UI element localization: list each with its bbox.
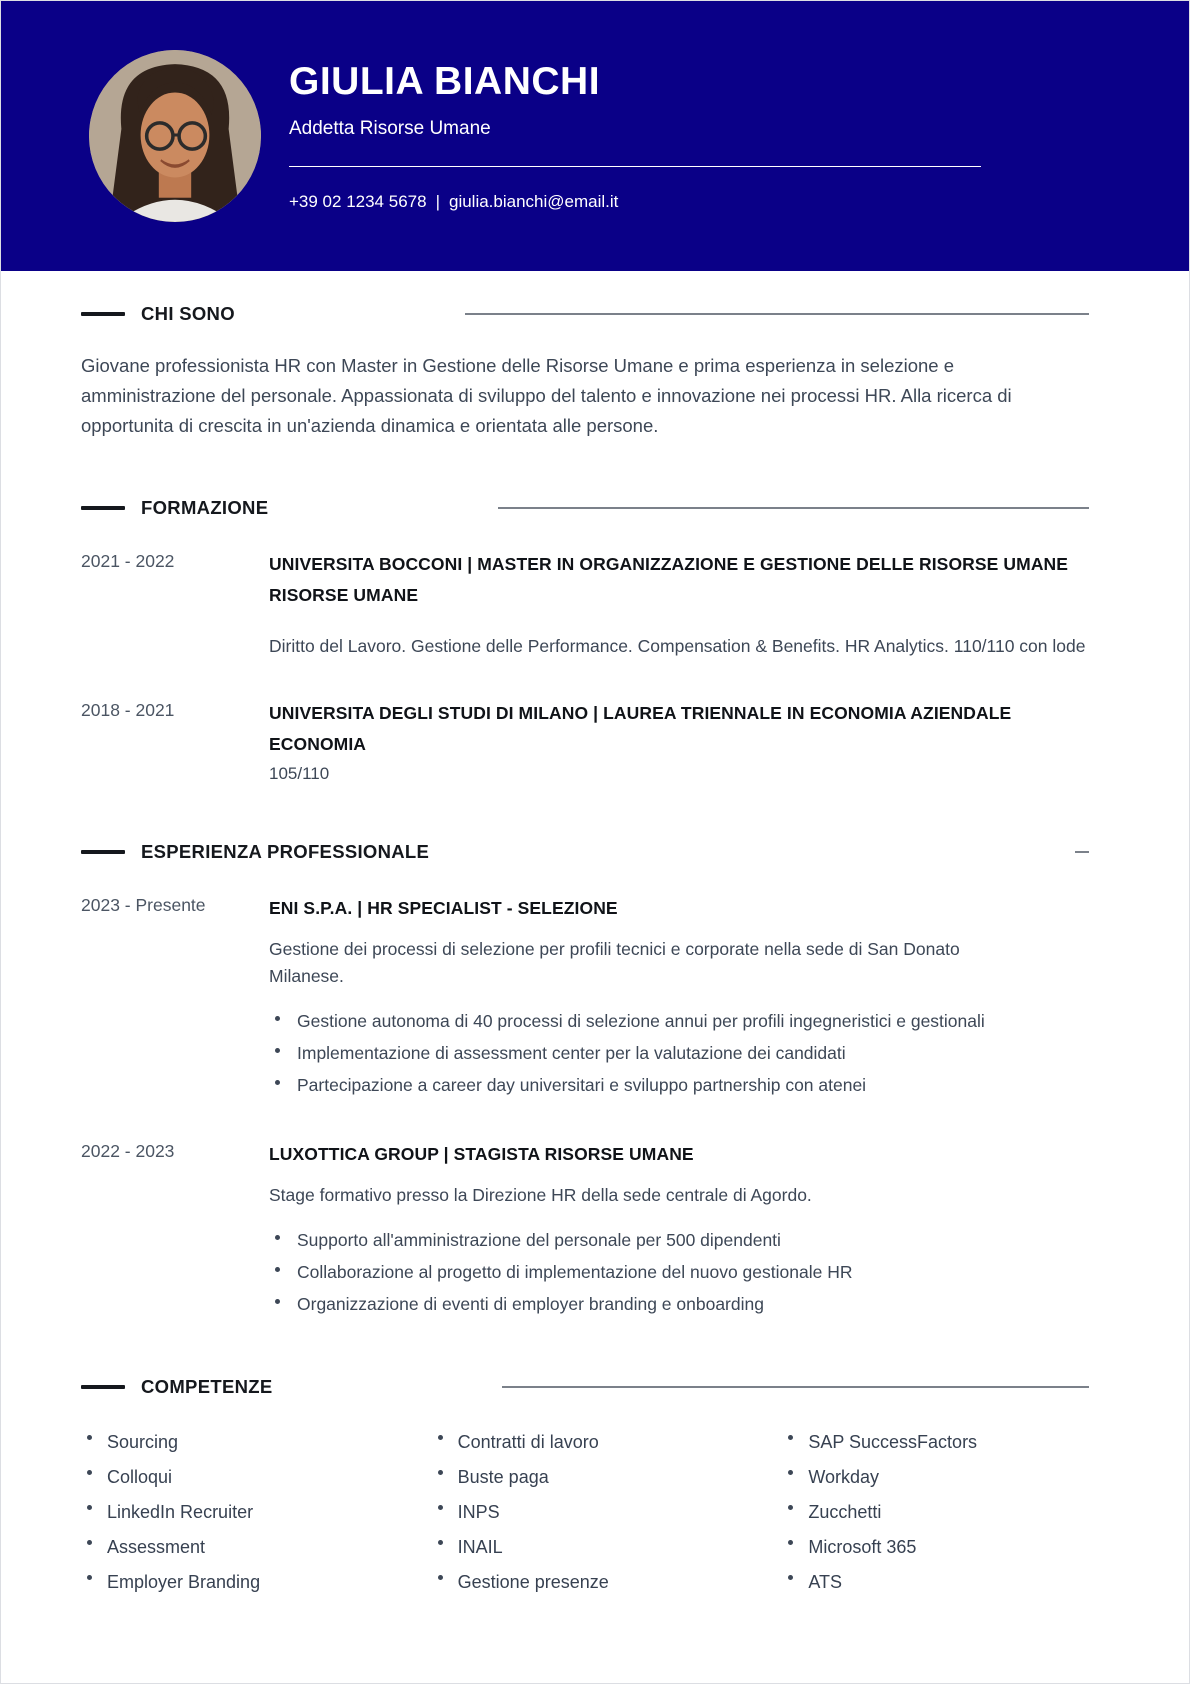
education-entry-content [269,698,1109,785]
skill-item [81,1502,408,1523]
education-grade: 105/110 [269,764,330,783]
profile-photo-illustration [89,50,261,222]
bullet-dot [438,1435,443,1440]
education-details: Diritto del Lavoro. Gestione delle Performance. Compensation & Benefits. HR Analytics. 110/110 con lode [269,636,1086,656]
skill-label: INAIL [457,1537,503,1557]
skill-label: Microsoft 365 [808,1537,917,1557]
section-dash [81,1385,125,1389]
section-header-skills [81,1376,1109,1398]
section-education [81,497,1109,785]
experience-bullet [269,1256,1109,1288]
skill-label: Sourcing [107,1432,179,1452]
skill-item [432,1467,759,1488]
experience-bullet-text: Partecipazione a career day universitari e sviluppo partnership con atenei [297,1075,867,1095]
bullet-dot [788,1575,793,1580]
skills-grid [81,1432,1109,1593]
bullet-dot [788,1540,793,1545]
experience-dates: 2022 - 2023 [81,1141,175,1161]
bullet-dot [87,1575,92,1580]
skill-label: Gestione presenze [457,1572,609,1592]
education-title: UNIVERSITA BOCCONI | MASTER IN ORGANIZZAZIONE E GESTIONE DELLE RISORSE UMANE RISORSE UMANE [269,554,1069,605]
education-entry [81,698,1109,785]
skill-item [81,1537,408,1558]
bullet-dot [275,1235,280,1240]
experience-title: LUXOTTICA GROUP | STAGISTA RISORSE UMANE [269,1144,694,1164]
experience-bullet-text: Organizzazione di eventi di employer branding e onboarding [297,1294,764,1314]
resume-header [1,1,1189,271]
experience-bullet-list [269,1005,1109,1101]
section-header-education [81,497,1109,519]
bullet-dot [438,1505,443,1510]
skill-label: Workday [808,1467,880,1487]
section-rule [465,313,1089,315]
education-entry [81,549,1109,660]
bullet-dot [788,1470,793,1475]
skill-label: Assessment [107,1537,206,1557]
section-rule [502,1386,1089,1388]
bullet-dot [87,1470,92,1475]
skill-label: ATS [808,1572,842,1592]
skill-label: INPS [457,1502,500,1522]
section-dash [81,506,125,510]
bullet-dot [87,1540,92,1545]
section-title-skills: COMPETENZE [141,1376,273,1397]
experience-bullet [269,1069,1109,1101]
skill-label: LinkedIn Recruiter [107,1502,254,1522]
skill-item [432,1537,759,1558]
experience-bullet-text: Implementazione di assessment center per la valutazione dei candidati [297,1043,846,1063]
skill-label: Buste paga [457,1467,549,1487]
skill-item [782,1467,1109,1488]
candidate-name: GIULIA BIANCHI [289,60,601,103]
experience-entry [81,893,1109,1101]
section-dash [81,850,125,854]
section-title-education: FORMAZIONE [141,497,269,518]
section-header-experience [81,841,1109,863]
experience-entry [81,1139,1109,1320]
skill-label: SAP SuccessFactors [808,1432,978,1452]
skill-item [432,1572,759,1593]
skill-item [782,1572,1109,1593]
bullet-dot [788,1435,793,1440]
section-title-about: CHI SONO [141,303,235,324]
experience-bullet [269,1288,1109,1320]
experience-bullet-text: Supporto all'amministrazione del personale per 500 dipendenti [297,1230,781,1250]
bullet-dot [275,1048,280,1053]
education-dates: 2018 - 2021 [81,700,175,720]
bullet-dot [275,1016,280,1021]
experience-bullet [269,1224,1109,1256]
experience-entry-content [269,1139,1109,1320]
contact-line [289,192,981,212]
section-about [81,303,1109,441]
education-entries [81,549,1109,785]
skill-item [81,1467,408,1488]
experience-title: ENI S.P.A. | HR SPECIALIST - SELEZIONE [269,898,618,918]
header-text [289,60,981,212]
skill-item [81,1432,408,1453]
experience-entry-content [269,893,1109,1101]
job-title: Addetta Risorse Umane [289,118,491,139]
email-address: giulia.bianchi@email.it [448,192,619,211]
resume-body [1,303,1189,1593]
skill-item [432,1502,759,1523]
bullet-dot [438,1470,443,1475]
header-divider [289,166,981,167]
bullet-dot [275,1267,280,1272]
experience-bullet [269,1037,1109,1069]
profile-photo [89,50,261,222]
experience-bullet-text: Collaborazione al progetto di implementazione del nuovo gestionale HR [297,1262,853,1282]
experience-entries [81,893,1109,1320]
experience-bullet [269,1005,1109,1037]
skill-item [81,1572,408,1593]
education-dates: 2021 - 2022 [81,551,175,571]
contact-separator: | [435,192,440,211]
section-skills [81,1376,1109,1593]
bullet-dot [788,1505,793,1510]
section-title-experience: ESPERIENZA PROFESSIONALE [141,841,430,862]
skill-label: Contratti di lavoro [457,1432,599,1452]
bullet-dot [438,1575,443,1580]
experience-bullet-list [269,1224,1109,1320]
experience-description: Stage formativo presso la Direzione HR della sede centrale di Agordo. [269,1185,812,1205]
skill-label: Colloqui [107,1467,173,1487]
section-rule [498,507,1089,509]
section-dash [81,312,125,316]
skill-label: Employer Branding [107,1572,261,1592]
experience-dates: 2023 - Presente [81,895,206,915]
skill-label: Zucchetti [808,1502,882,1522]
bullet-dot [87,1505,92,1510]
phone-number: +39 02 1234 5678 [289,192,427,211]
section-experience [81,841,1109,1320]
experience-description: Gestione dei processi di selezione per profili tecnici e corporate nella sede di San Donato Milanese. [269,939,960,986]
bullet-dot [275,1299,280,1304]
education-entry-content [269,549,1109,660]
skill-item [432,1432,759,1453]
education-title: UNIVERSITA DEGLI STUDI DI MILANO | LAUREA TRIENNALE IN ECONOMIA AZIENDALE ECONOMIA [269,703,1012,754]
bullet-dot [87,1435,92,1440]
bullet-dot [275,1080,280,1085]
skill-item [782,1502,1109,1523]
section-rule [1075,851,1089,853]
section-header-about [81,303,1109,325]
skill-item [782,1432,1109,1453]
experience-bullet-text: Gestione autonoma di 40 processi di selezione annui per profili ingegneristici e gestionali [297,1011,985,1031]
skill-item [782,1537,1109,1558]
bullet-dot [438,1540,443,1545]
about-text: Giovane professionista HR con Master in Gestione delle Risorse Umane e prima esperienza in selezione e amministrazione del personale. Appassionata di sviluppo del talento e innovazione nei processi HR. Alla ricerca di opportunita di crescita in un'azienda dinamica e orientata alle persone. [81,355,1012,436]
